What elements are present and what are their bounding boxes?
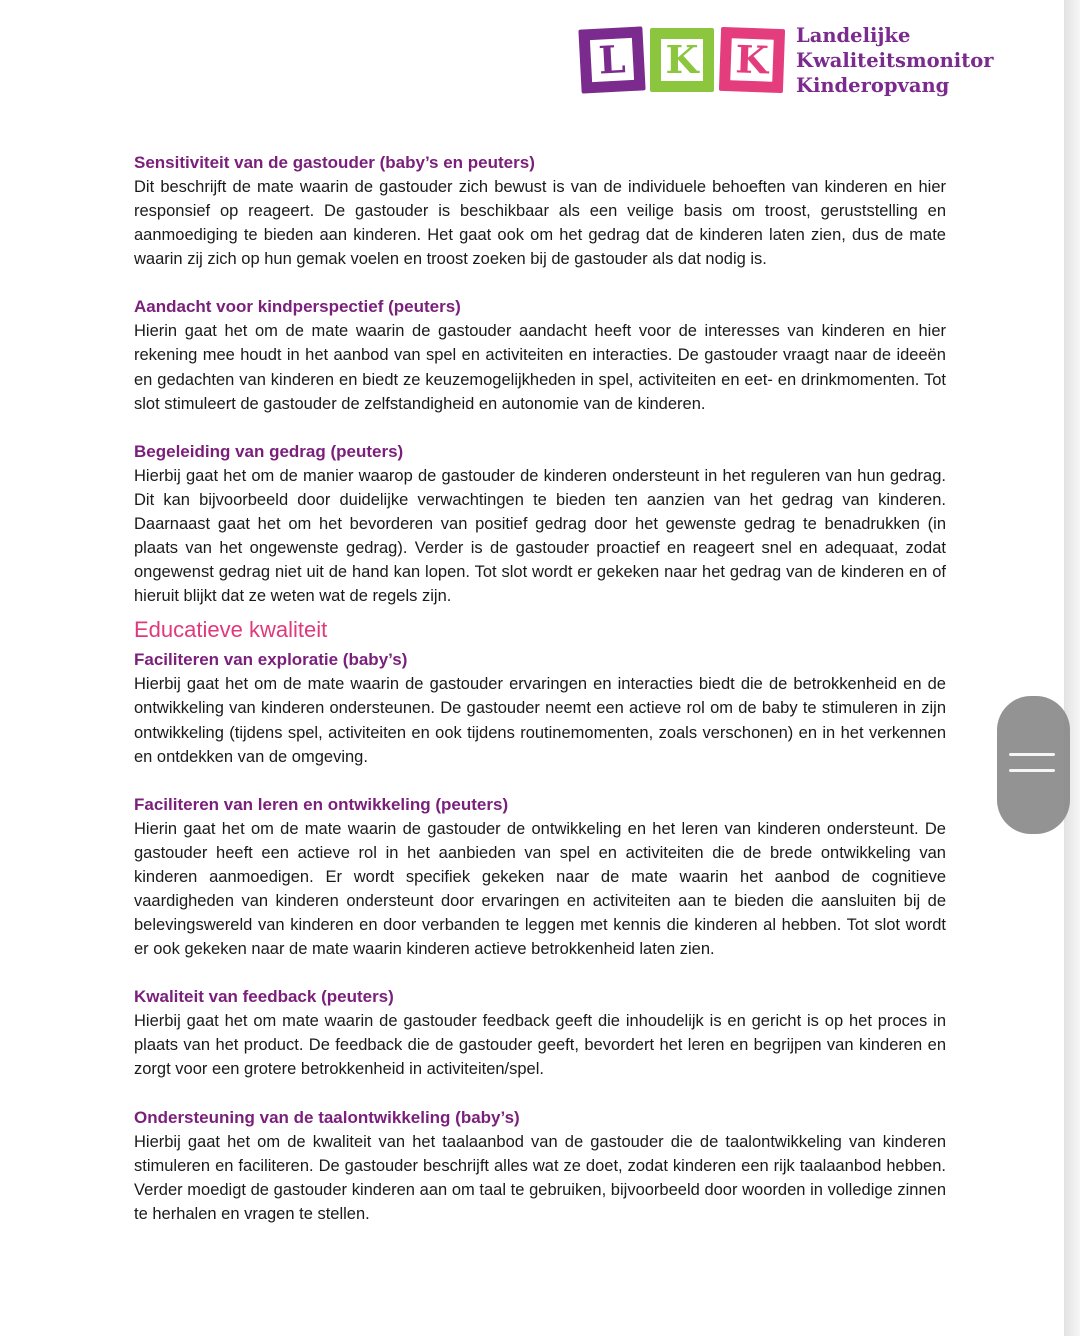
page-edge xyxy=(1064,0,1080,1336)
section-begeleiding-gedrag xyxy=(134,440,946,609)
logo-wordmark xyxy=(796,23,994,98)
section-kindperspectief xyxy=(134,295,946,415)
logo-letter-k-pink: K xyxy=(730,38,773,81)
section-text: Hierbij gaat het om de mate waarin de gastouder ervaringen en interacties biedt die de betrokkenheid en de ontwikkeling van kinderen ondersteunen. De gastouder neemt een actieve rol om de baby te stimuleren in zijn ontwikkeling (tijdens spel, activiteiten en ook tijdens routinemomenten, zoals verschonen) en in het verkennen en ontdekken van de omgeving. xyxy=(134,675,946,766)
scroll-handle[interactable] xyxy=(997,696,1070,834)
section-leren-ontwikkeling xyxy=(134,793,946,962)
section-feedback xyxy=(134,985,946,1081)
section-text: Hierbij gaat het om de kwaliteit van het taalaanbod van de gastouder die de taalontwikkeling van kinderen stimuleren en faciliteren. De gastouder beschrijft alles wat ze doet, zodat kinderen een rijk taalaanbod hebben. Verder moedigt de gastouder kinderen aan om taal te gebruiken, bijvoorbeeld door woorden in volledige zinnen te herhalen en vragen te stellen. xyxy=(134,1132,946,1223)
section-text: Hierin gaat het om de mate waarin de gastouder de ontwikkeling en het leren van kinderen ondersteunt. De gastouder heeft een actieve rol in het aanbieden van spel en activiteiten die de brede ontwikkeling van kinderen aanmoedigen. Er wordt specifiek gekeken naar de mate waarin het aanbod de cognitieve vaardigheden van kinderen ondersteunt door ervaringen en activiteiten aan te bieden die aansluiten bij de belevingswereld van kinderen en door verbanden te leggen met kennis die kinderen al hebben. Tot slot wordt er ook gekeken naar de mate waarin kinderen actieve betrokkenheid laten zien. xyxy=(134,819,946,959)
logo-line-1: Landelijke xyxy=(796,23,911,47)
section-text: Dit beschrijft de mate waarin de gastouder zich bewust is van de individuele behoeften van kinderen en hier responsief op reageert. De gastouder is beschikbaar als een veilige basis om troost, geruststelling en aanmoediging te bieden aan kinderen. Het gaat ook om het gedrag dat de kinderen laten zien, dus de mate waarin zij zich op hun gemak voelen en troost zoeken bij de gastouder als dat nodig is. xyxy=(134,178,946,269)
logo-letter-l: L xyxy=(590,38,634,82)
section-title: Begeleiding van gedrag (peuters) xyxy=(134,441,404,461)
section-sensitiviteit xyxy=(134,151,946,271)
logo-block-k-pink xyxy=(719,27,785,93)
lkk-logo xyxy=(580,20,994,100)
section-exploratie xyxy=(134,648,946,768)
section-title: Aandacht voor kindperspectief (peuters) xyxy=(134,297,461,317)
educatieve-kwaliteit-heading: Educatieve kwaliteit xyxy=(134,617,328,643)
document-content xyxy=(134,151,946,1226)
drag-handle-icon xyxy=(1009,769,1055,772)
logo-block-l xyxy=(578,26,645,93)
section-title: Ondersteuning van de taalontwikkeling (baby’s) xyxy=(134,1107,520,1127)
logo-letter-k-green: K xyxy=(661,39,703,81)
section-title: Sensitiviteit van de gastouder (baby’s en peuters) xyxy=(134,153,535,172)
logo-line-3: Kinderopvang xyxy=(796,73,950,97)
section-text: Hierin gaat het om de mate waarin de gastouder aandacht heeft voor de interesses van kinderen en hier rekening mee houdt in het aanbod van spel en activiteiten en interacties. De gastouder vraagt naar de ideeën en gedachten van kinderen en biedt ze keuzemogelijkheden in spel, activiteiten en eet- en drinkmomenten. Tot slot stimuleert de gastouder de zelfstandigheid en autonomie van de kinderen. xyxy=(134,322,946,413)
section-title: Faciliteren van exploratie (baby’s) xyxy=(134,650,408,670)
logo-block-k-green xyxy=(650,28,714,92)
logo-line-2: Kwaliteitsmonitor xyxy=(796,48,994,72)
section-taalontwikkeling xyxy=(134,1106,946,1226)
drag-handle-icon xyxy=(1009,753,1055,756)
section-text: Hierbij gaat het om mate waarin de gastouder feedback geeft die inhoudelijk is en gericht is op het proces in plaats van het product. De feedback die de gastouder geeft, bevordert het leren en begrijpen van kinderen en zorgt voor een grotere betrokkenheid in activiteiten/spel. xyxy=(134,1012,946,1079)
section-title: Faciliteren van leren en ontwikkeling (peuters) xyxy=(134,794,509,814)
section-title: Kwaliteit van feedback (peuters) xyxy=(134,987,394,1007)
section-text: Hierbij gaat het om de manier waarop de gastouder de kinderen ondersteunt in het reguleren van hun gedrag. Dit kan bijvoorbeeld door duidelijke verwachtingen te bieden ten aanzien van het gedrag van kinderen. Daarnaast gaat het om het bevorderen van positief gedrag door het gewenste gedrag te benadrukken (in plaats van het ongewenste gedrag). Verder is de gastouder proactief en reageert snel en adequaat, zodat ongewenst gedrag niet uit de hand kan lopen. Tot slot wordt er gekeken naar het gedrag van de kinderen en of hieruit blijkt dat ze weten wat de regels zijn. xyxy=(134,466,946,606)
